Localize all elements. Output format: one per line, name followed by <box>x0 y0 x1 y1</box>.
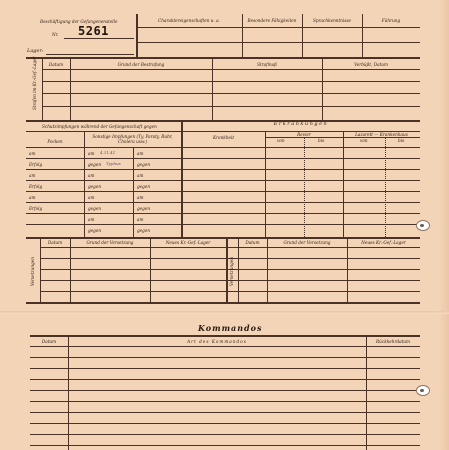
vacc-row-label: Erfolg <box>29 206 43 211</box>
header-row-line <box>136 42 420 43</box>
vacc-row-line <box>26 191 420 192</box>
vacc-col-other: Sonstige Impfungen (Ty, Paraty, Ruhr, Cholera usw.) <box>92 134 173 144</box>
col-conduct: Führung <box>381 18 401 23</box>
transfer-col-new: Neues Kr.-Gef.-Lager <box>165 240 211 245</box>
illness-sub-col <box>385 137 386 237</box>
revier-from: von <box>277 138 285 143</box>
vacc-row-right: am <box>137 217 144 222</box>
illness-sub-line <box>265 137 420 138</box>
vacc-row-line <box>26 202 420 203</box>
handwritten-typhus: Typhus <box>106 161 121 166</box>
vacc-row-mid: gegen <box>88 184 102 189</box>
punish-col-penalty: Strafmaß <box>257 62 277 67</box>
kommando-row-line <box>30 368 420 369</box>
kommando-line <box>30 335 420 337</box>
handwritten-date: 4.11.41 <box>100 150 116 155</box>
vacc-row-mid: gegen <box>88 206 102 211</box>
illness-col-revier: Revier <box>297 132 311 137</box>
vacc-row-line <box>26 158 420 159</box>
illness-title: Erkrankungen <box>273 121 329 127</box>
vacc-row-right: am <box>137 195 144 200</box>
punish-col-reason: Grund der Bestrafung <box>117 62 165 67</box>
prisoner-number: 5261 <box>78 24 109 38</box>
illness-col-lazarett: Lazarett — Krankenhaus <box>355 132 408 137</box>
kommando-col-date: Datum <box>41 339 57 344</box>
lager-underline <box>46 54 134 55</box>
vacc-row-mid: gegen <box>88 228 102 233</box>
col-character: Charaktereigenschaften u. a. <box>158 18 220 23</box>
punch-hole <box>416 385 430 396</box>
vacc-row-right: gegen <box>137 184 151 189</box>
transfer-side-label-2: Versetzungen <box>229 257 234 286</box>
kommando-col-return: Rückkehrdatum <box>376 339 410 344</box>
vacc-row-line <box>26 213 420 214</box>
vacc-row-right: gegen <box>137 206 151 211</box>
punish-row-line <box>42 69 420 70</box>
vacc-row-right: am <box>137 151 144 156</box>
number-underline <box>64 38 134 39</box>
header-line <box>136 27 420 28</box>
vacc-row-right: gegen <box>137 228 151 233</box>
punish-col-line <box>322 58 323 120</box>
lazarett-from: von <box>360 138 368 143</box>
kommando-row-line <box>30 357 420 358</box>
vacc-row-mid: am <box>88 173 95 178</box>
kommando-row-line <box>30 434 420 435</box>
section-line <box>26 302 420 304</box>
vacc-row-mid: am <box>88 151 95 156</box>
transfer-col-reason: Grund der Versetzung <box>86 240 134 245</box>
vacc-row-label: am <box>29 173 36 178</box>
lazarett-to: bis <box>398 138 405 143</box>
punish-col-served: Verbüßt, Datum <box>354 62 388 67</box>
col-language: Sprachkenntnisse <box>313 18 351 23</box>
vacc-row-line <box>26 180 420 181</box>
kommando-row-line <box>30 412 420 413</box>
punish-col-line <box>212 58 213 120</box>
transfer-col-reason-2: Grund der Versetzung <box>283 240 331 245</box>
kommando-row-line <box>30 423 420 424</box>
section-line <box>26 237 420 239</box>
lager-label: Lager: <box>27 48 44 54</box>
fold-crease <box>0 311 449 314</box>
kommandos-title: Kommandos <box>198 323 263 333</box>
vacc-row-line <box>26 169 420 170</box>
transfer-col-new-2: Neues Kr.-Gef.-Lager <box>361 240 406 245</box>
vacc-row-label: Erfolg <box>29 184 43 189</box>
employment-label: Beschäftigung der Gefangenenstelle <box>40 19 118 24</box>
kommando-col-line <box>68 336 69 450</box>
punch-hole <box>416 220 430 231</box>
vacc-row-line <box>26 224 420 225</box>
kommando-col-type: Art des Kommandos <box>187 339 247 344</box>
vacc-row-right: gegen <box>137 162 151 167</box>
vacc-row-label: Erfolg <box>29 162 43 167</box>
vacc-col-pocken: Pocken <box>47 139 63 144</box>
transfer-col-date: Datum <box>47 240 63 245</box>
col-special: Besondere Fähigkeiten <box>247 18 297 23</box>
illness-sub-col <box>304 137 305 237</box>
vacc-row-label: am <box>29 151 36 156</box>
transfer-row-line <box>40 291 420 292</box>
vacc-row-label: am <box>29 195 36 200</box>
transfer-side-label: Versetzungen <box>30 257 35 286</box>
vacc-row-mid: gegen <box>88 162 102 167</box>
section-line <box>26 57 420 59</box>
nr-label: Nr. <box>52 32 59 37</box>
vacc-row-right: am <box>137 173 144 178</box>
punish-row-line <box>42 106 420 107</box>
kommando-row-line <box>30 445 420 446</box>
vacc-row-mid: am <box>88 195 95 200</box>
kommando-row-line <box>30 390 420 391</box>
punish-col-date: Datum <box>48 62 64 67</box>
kommando-row-line <box>30 379 420 380</box>
revier-to: bis <box>318 138 325 143</box>
punish-col-line <box>70 58 71 120</box>
card-edge <box>439 0 449 450</box>
vacc-row-line <box>26 147 420 148</box>
kommando-col-line <box>366 336 367 450</box>
punish-row-line <box>42 93 420 94</box>
punish-row-line <box>42 81 420 82</box>
vacc-title: Schutzimpfungen während der Gefangenschaft gegen <box>42 124 157 129</box>
punish-side-label: Strafen im Kr.-Gef.-Lager <box>32 56 37 110</box>
punish-col-line <box>42 58 43 120</box>
illness-col-illness: Krankheit <box>212 135 235 140</box>
vacc-row-mid: am <box>88 217 95 222</box>
kommando-row-line <box>30 346 420 347</box>
transfer-row-line <box>40 247 420 248</box>
transfer-col-date-2: Datum <box>245 240 260 245</box>
kommando-row-line <box>30 401 420 402</box>
